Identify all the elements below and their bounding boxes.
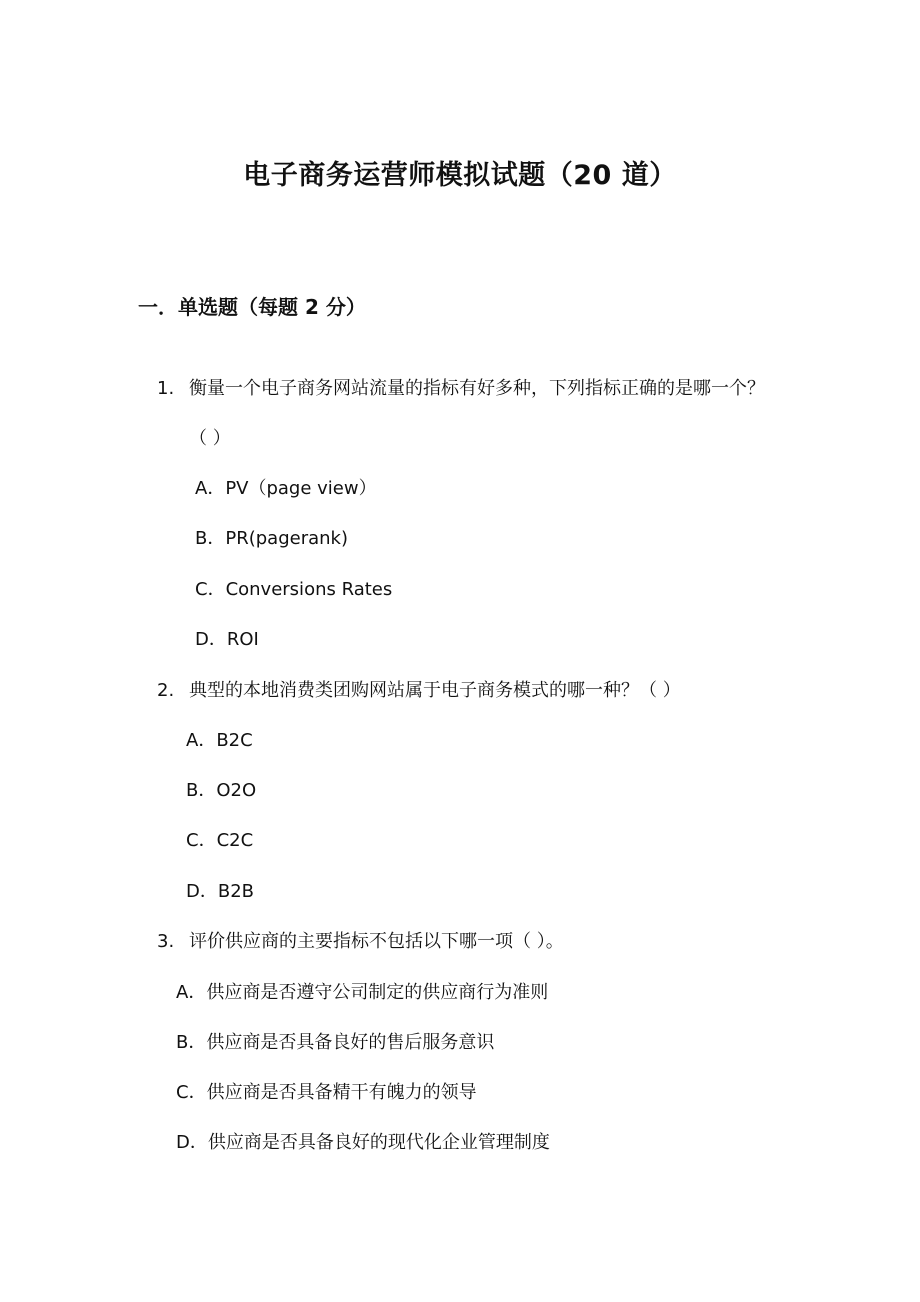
option-a: A．B2C xyxy=(186,730,253,751)
option-c: C．供应商是否具备精干有魄力的领导 xyxy=(176,1082,477,1103)
document-title: 电子商务运营师模拟试题（20 道） xyxy=(243,160,677,191)
option-c: C．C2C xyxy=(186,830,254,851)
question-stem: 典型的本地消费类团购网站属于电子商务模式的哪一种？（ ） xyxy=(189,680,681,701)
question-stem: 衡量一个电子商务网站流量的指标有好多种，下列指标正确的是哪一个？ xyxy=(189,378,765,399)
question-number: 3. xyxy=(157,931,175,952)
question-stem-continued: （ ） xyxy=(189,428,231,449)
option-d: D．ROI xyxy=(195,629,259,650)
option-b: B．O2O xyxy=(186,780,257,801)
option-a: A．供应商是否遵守公司制定的供应商行为准则 xyxy=(176,982,549,1003)
question-number: 1. xyxy=(157,378,175,399)
option-d: D．B2B xyxy=(186,881,255,902)
option-a: A．PV（page view） xyxy=(195,478,377,499)
question-stem: 评价供应商的主要指标不包括以下哪一项（ ）。 xyxy=(189,931,564,952)
section-heading: 一．单选题（每题 2 分） xyxy=(138,295,366,319)
option-b: B．PR(pagerank) xyxy=(195,528,348,549)
option-c: C．Conversions Rates xyxy=(195,579,393,600)
option-b: B．供应商是否具备良好的售后服务意识 xyxy=(176,1032,495,1053)
option-d: D．供应商是否具备良好的现代化企业管理制度 xyxy=(176,1132,550,1153)
question-number: 2. xyxy=(157,680,175,701)
